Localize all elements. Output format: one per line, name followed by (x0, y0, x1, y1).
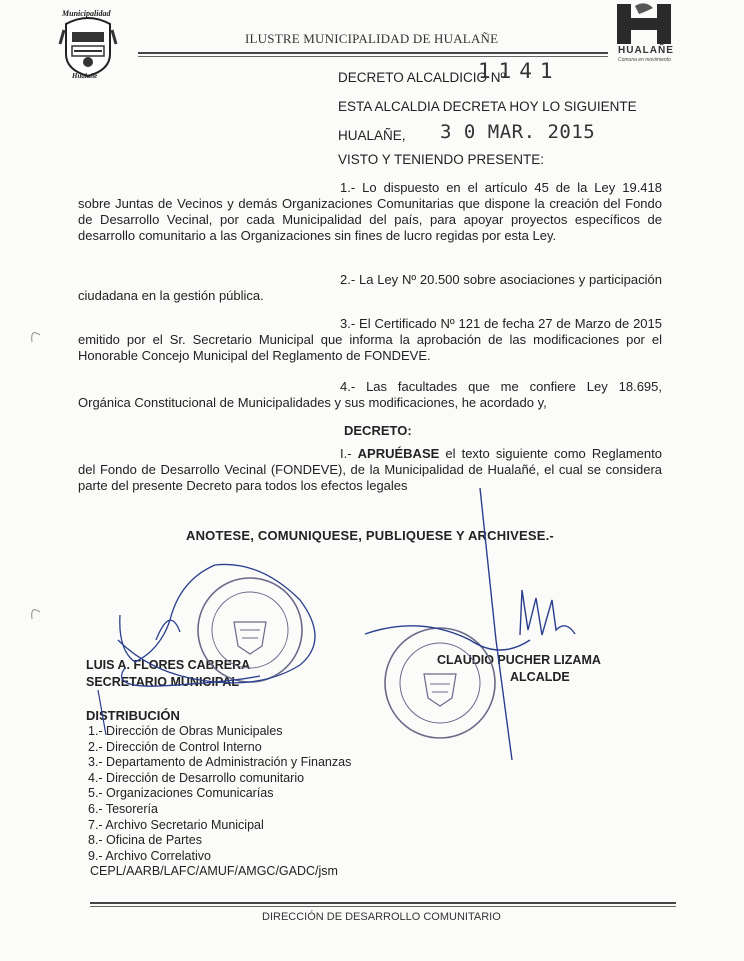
considerando-text: Orgánica Constitucional de Municipalidades y sus modificaciones, he acordado y, (78, 395, 547, 410)
place-label: HUALAÑE, (338, 128, 406, 143)
mayor-title: ALCALDE (510, 670, 570, 684)
resolution-number: I.- (340, 446, 352, 461)
list-item: 6.- Tesorería (88, 801, 158, 816)
considerando-text: 2015 emitido por el Sr. Secretario Municipal que informa la aprobación de las modificaciones por el Honorable Concejo Municipal del Reglamento de FONDEVE. (78, 316, 662, 363)
decreto-heading: DECRETO: (344, 423, 412, 438)
visto-heading: VISTO Y TENIENDO PRESENTE: (338, 152, 545, 167)
considerando-lead: 2.- La Ley Nº 20.500 sobre asociaciones y (340, 272, 586, 287)
secretary-name: LUIS A. FLORES CABRERA (86, 658, 251, 672)
list-item: 4.- Dirección de Desarrollo comunitario (88, 770, 305, 785)
considerando-1 (78, 180, 662, 244)
resolution-lead-rest: el texto siguiente como (445, 446, 586, 461)
header-divider-thin (138, 56, 608, 57)
considerando-2 (78, 272, 662, 304)
list-item: 9.- Archivo Correlativo (88, 848, 211, 863)
decree-number-label: DECRETO ALCALDICIO Nº (338, 70, 506, 85)
header-divider (138, 52, 608, 54)
considerando-3 (78, 316, 662, 364)
resolution-text: Reglamento del Fondo de Desarrollo Vecinal (FONDEVE), de la Municipalidad de Hualañé, el cual se considera parte del presente Decreto para todos los efectos legales (78, 446, 662, 493)
considerando-text: participación ciudadana en la gestión pública. (78, 272, 662, 303)
hole-punch-mark (32, 333, 40, 342)
considerando-lead: 3.- El Certificado Nº 121 de fecha 27 de Marzo de (340, 316, 630, 331)
footer-divider (90, 902, 676, 904)
date-stamp: 3 0 MAR. 2015 (440, 121, 596, 143)
list-item: 7.- Archivo Secretario Municipal (88, 817, 264, 832)
municipal-crest-logo (58, 10, 118, 80)
closing-formula: ANOTESE, COMUNIQUESE, PUBLIQUESE Y ARCHIVESE.- (186, 528, 554, 543)
reference-initials: CEPL/AARB/LAFC/AMUF/AMGC/GADC/jsm (90, 864, 338, 878)
list-item: 1.- Dirección de Obras Municipales (88, 724, 283, 738)
footer-department: DIRECCIÓN DE DESARROLLO COMUNITARIO (262, 911, 501, 923)
hole-punch-mark (32, 610, 40, 619)
resolution-bold-word: APRUÉBASE (357, 446, 440, 461)
logo-tagline: Comuna en movimiento (618, 57, 671, 63)
crest-top-text: Municipalidad (62, 9, 111, 18)
mayor-stamp (385, 628, 495, 738)
list-item: 2.- Dirección de Control Interno (88, 739, 262, 754)
considerando-4 (78, 379, 662, 411)
list-item: 8.- Oficina de Partes (88, 833, 202, 848)
resolution-1 (78, 446, 662, 494)
logo-wordmark: HUALAÑE (618, 45, 674, 56)
hualane-h-logo (615, 2, 673, 46)
list-item: 3.- Departamento de Administración y Finanzas (88, 755, 352, 770)
decreta-line: ESTA ALCALDIA DECRETA HOY LO SIGUIENTE (338, 99, 637, 114)
distribution-heading: DISTRIBUCIÓN (86, 708, 180, 723)
considerando-text: sobre Juntas de Vecinos y demás Organizaciones Comunitarias que dispone la creación del Fondo de Desarrollo Vecinal, por cada Municipalidad del país, para apoyar proyectos específicos de desarrollo comunitario a las Organizaciones sin fines de lucro regidas por esta Ley. (78, 196, 662, 243)
considerando-lead: 1.- Lo dispuesto en el artículo 45 de la Ley 19.418 (340, 180, 662, 195)
mayor-name: CLAUDIO PUCHER LIZAMA (437, 653, 601, 667)
crest-bottom-text: Hualañé (72, 72, 98, 80)
distribution-list (88, 724, 351, 864)
considerando-lead: 4.- Las facultades que me confiere Ley 18.695, (340, 379, 662, 394)
decree-number-stamp: 1141 (478, 59, 561, 83)
secretary-title: SECRETARIO MUNICIPAL (86, 675, 240, 689)
list-item: 5.- Organizaciones Comunicarías (88, 786, 274, 801)
page-title: ILUSTRE MUNICIPALIDAD DE HUALAÑE (245, 31, 499, 46)
footer-divider-thin (90, 906, 676, 907)
